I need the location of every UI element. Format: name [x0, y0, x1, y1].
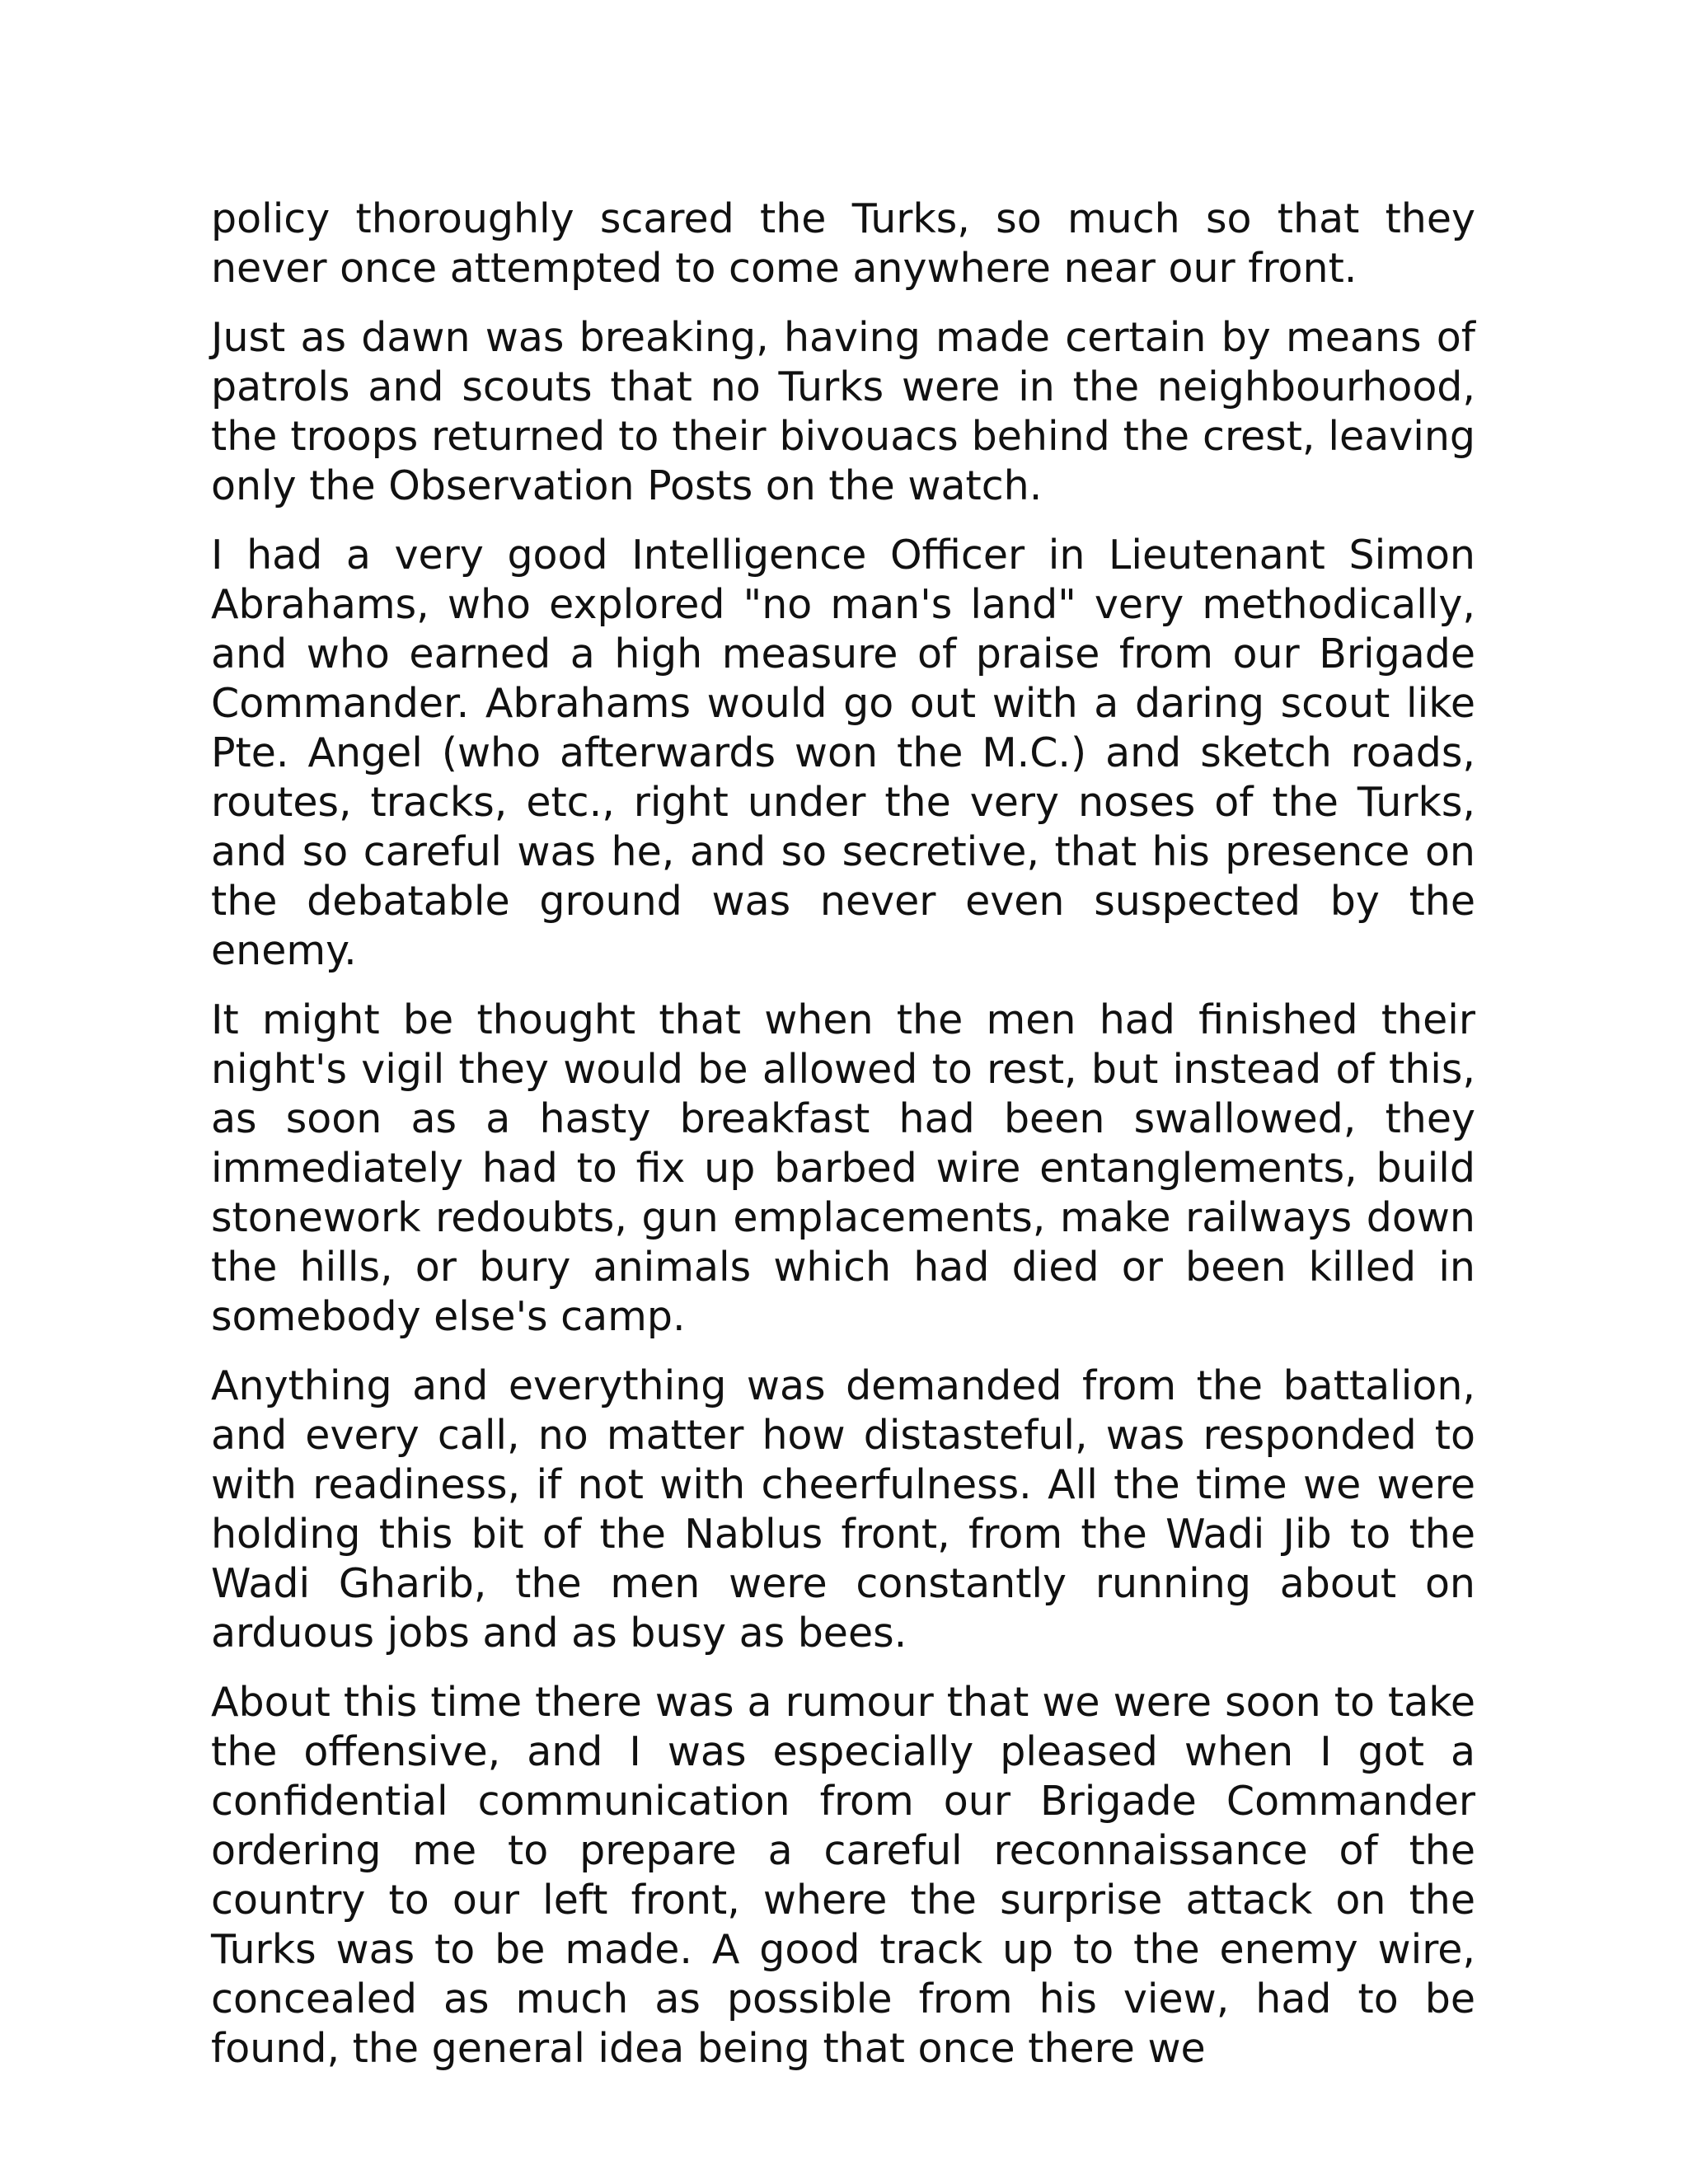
page-body	[211, 194, 1475, 2093]
paragraph-6: About this time there was a rumour that we were soon to take the offensive, and I was especially pleased when I got a confidential communication from our Brigade Commander ordering me to prepare a careful reconnaissance of the country to our left front, where the surprise attack on the Turks was to be made. A good track up to the enemy wire, concealed as much as possible from his view, had to be found, the general idea being that once there we	[211, 1679, 1475, 2072]
paragraph-5: Anything and everything was demanded from the battalion, and every call, no matter how distasteful, was responded to with readiness, if not with cheerfulness. All the time we were holding this bit of the Nablus front, from the Wadi Jib to the Wadi Gharib, the men were constantly running about on arduous jobs and as busy as bees.	[211, 1362, 1475, 1657]
paragraph-2: Just as dawn was breaking, having made certain by means of patrols and scouts that no Turks were in the neighbourhood, the troops returned to their bivouacs behind the crest, leaving only the Observation Posts on the watch.	[211, 314, 1475, 509]
paragraph-3: I had a very good Intelligence Officer in Lieutenant Simon Abrahams, who explored "no man's land" very methodically, and who earned a high measure of praise from our Brigade Commander. Abrahams would go out with a daring scout like Pte. Angel (who afterwards won the M.C.) and sketch roads, routes, tracks, etc., right under the very noses of the Turks, and so careful was he, and so secretive, that his presence on the debatable ground was never even suspected by the enemy.	[211, 532, 1475, 974]
paragraph-4: It might be thought that when the men had finished their night's vigil they would be allowed to rest, but instead of this, as soon as a hasty breakfast had been swallowed, they immediately had to fix up barbed wire entanglements, build stonework redoubts, gun emplacements, make railways down the hills, or bury animals which had died or been killed in somebody else's camp.	[211, 996, 1475, 1340]
paragraph-1: policy thoroughly scared the Turks, so much so that they never once attempted to come anywhere near our front.	[211, 195, 1475, 292]
